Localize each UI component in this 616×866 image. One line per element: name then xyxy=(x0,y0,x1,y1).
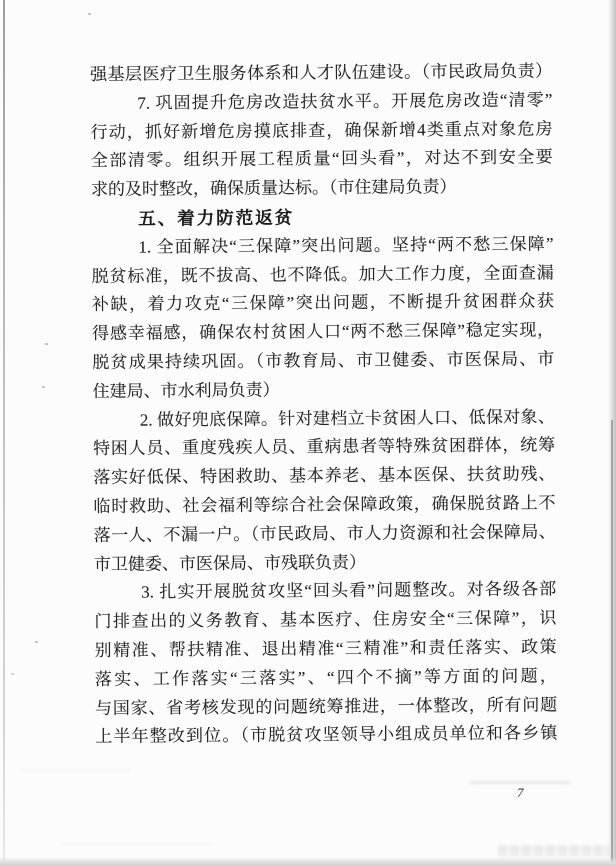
scan-smudge xyxy=(20,770,130,772)
scan-speck xyxy=(35,641,38,643)
text-line: 得感幸福感，确保农村贫困人口“两不愁三保障”稳定实现， xyxy=(92,320,555,344)
text-line: 全部清零。组织开展工程质量“回头看”，对达不到安全要 xyxy=(90,147,553,171)
text-line: 脱贫标准，既不拔高、也不降低。加大工作力度，全面查漏 xyxy=(91,262,554,286)
scan-edge-bottom xyxy=(0,857,616,866)
scan-smudge xyxy=(470,781,570,784)
scan-smudge xyxy=(60,843,210,845)
text-line: 上半年整改到位。（市脱贫攻坚领导小组成员单位和各乡镇 xyxy=(95,723,558,747)
text-line-item-1: 1. 全面解决“三保障”突出问题。坚持“两不愁三保障” xyxy=(138,234,554,257)
text-line: 临时救助、社会福利等综合社会保障政策，确保脱贫路上不 xyxy=(93,493,556,516)
text-line-item-2: 2. 做好兜底保障。针对建档立卡贫困人口、低保对象、 xyxy=(139,406,555,430)
text-line: 特困人员、重度残疾人员、重病患者等特殊贫困群体，统筹 xyxy=(92,435,556,459)
page-number: 7 xyxy=(517,785,524,800)
document-body xyxy=(90,57,557,752)
scan-speck xyxy=(11,673,14,675)
section-heading: 五、着力防范返贫 xyxy=(138,207,295,229)
text-line: 落实、工作落实“三落实”、“四个不摘”等方面的问题， xyxy=(94,666,557,689)
scan-edge-left xyxy=(3,0,5,866)
scan-speck xyxy=(42,386,45,388)
text-line: 门排查出的义务教育、基本医疗、住房安全“三保障”，识 xyxy=(94,608,557,632)
text-line: 住建局、市水利局负责） xyxy=(92,380,280,401)
scan-edge-right-line xyxy=(611,420,613,866)
text-line-item-3: 3. 扎实开展脱贫攻坚“回头看”问题整改。对各级各部 xyxy=(141,579,557,602)
text-line: 与国家、省考核发现的问题统筹推进，一体整改，所有问题 xyxy=(95,694,558,718)
text-line-item-7: 7. 巩固提升危房改造扶贫水平。开展危房改造“清零” xyxy=(137,90,553,113)
text-line: 市卫健委、市医保局、市残联负责） xyxy=(93,552,367,574)
faint-watermark xyxy=(498,845,610,856)
text-line: 别精准、帮扶精准、退出精准“三精准”和责任落实、政策 xyxy=(94,637,557,660)
scan-speck xyxy=(45,343,48,345)
text-line: 强基层医疗卫生服务体系和人才队伍建设。（市民政局负责） xyxy=(90,61,553,84)
text-line: 行动，抓好新增危房摸底排查，确保新增4类重点对象危房 xyxy=(90,118,553,142)
text-line: 落一人、不漏一户。（市民政局、市人力资源和社会保障局、 xyxy=(93,522,556,545)
text-line: 补缺，着力攻克“三保障”突出问题，不断提升贫困群众获 xyxy=(91,291,554,315)
text-line: 脱贫成果持续巩固。（市教育局、市卫健委、市医保局、市 xyxy=(92,349,555,372)
scan-speck xyxy=(88,13,91,15)
text-line: 求的及时整改，确保质量达标。（市住建局负责） xyxy=(90,177,457,200)
text-line: 落实好低保、特困救助、基本养老、基本医保、扶贫助残、 xyxy=(93,464,556,488)
